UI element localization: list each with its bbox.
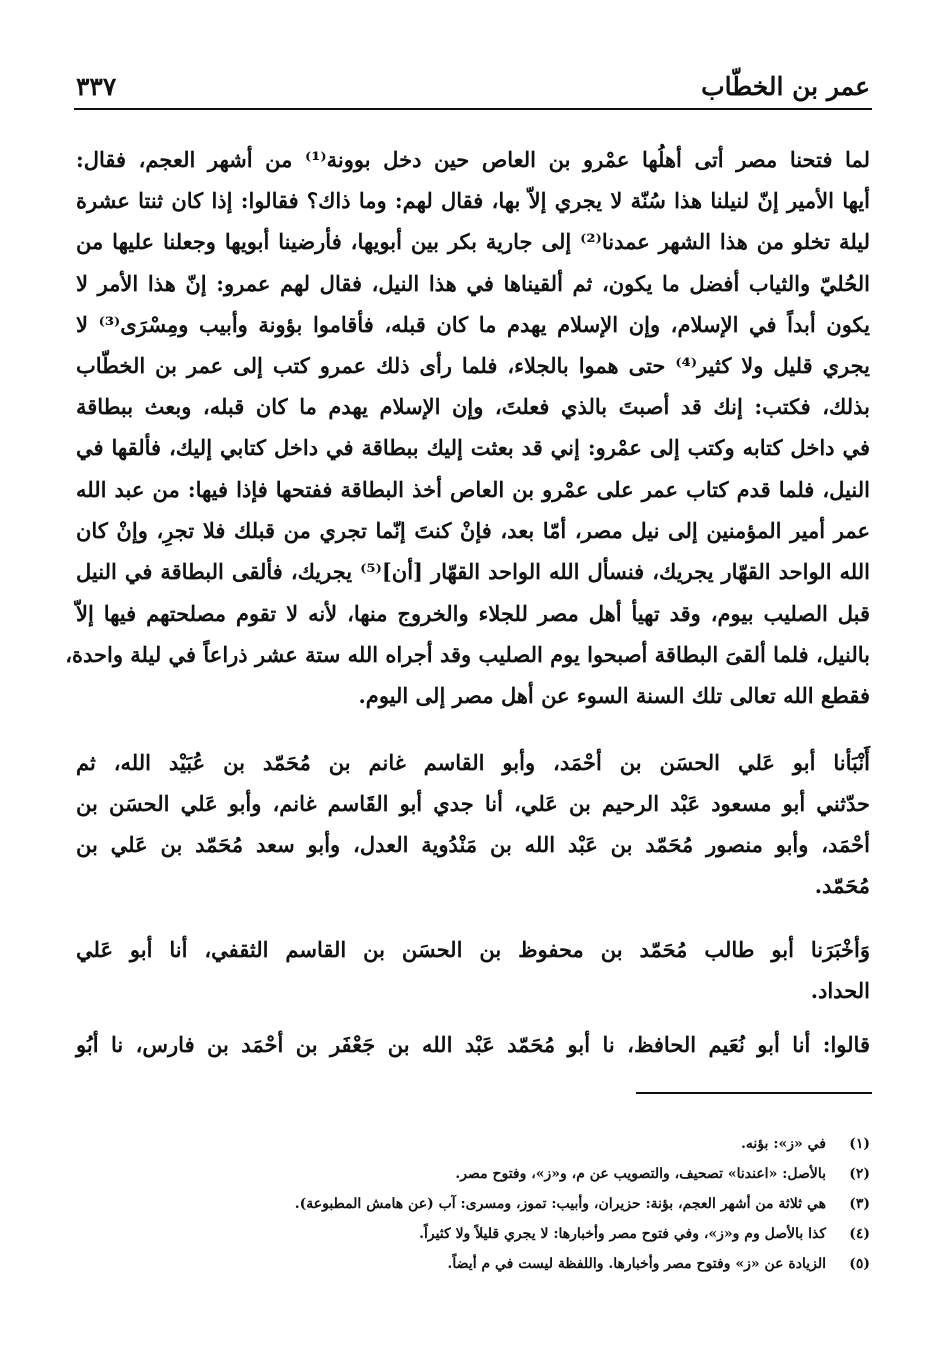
footnote-number: (٤) [849,1226,870,1242]
footnote [76,1224,870,1244]
footnote-text: هي ثلاثة من أشهر العجم، بؤنة: حزيران، وأبيب: تموز، ومسرى: آب (عن هامش المطبوعة). [294,1196,826,1212]
text-line: بذلك، فكتب: إنك قد أصبتَ بالذي فعلتَ، وإن الإسلام يهدم ما كان قبله، وبعث ببطاقة [76,394,870,419]
footnote-number: (٣) [849,1196,870,1212]
isnad-line: وَأخْبَرَنا أبو طالب مُحَمّد بن محفوظ بن الحسَن بن القاسم الثقفي، أنا أبو عَلي [76,937,870,962]
isnad-line: الحداد. [810,978,870,1003]
text-line: الحُليّ والثياب أفضل ما يكون، ثم ألقيناها في هذا النيل، فقال لهم عمرو: إنّ هذا الأمر لا [76,271,870,296]
text-line: النيل، فلما قدم كتاب عمر على عمْرو بن العاص أخذ البطاقة ففتحها فإذا فيها: من عبد الله [76,477,870,502]
footnote-text: كذا بالأصل وم و«ز»، وفي فتوح مصر وأخبارها: لا يجري قليلاً ولا كثيراً. [419,1226,826,1242]
footnote-rule [636,1092,872,1094]
text-line: قبل الصليب بيوم، وقد تهيأ أهل مصر للجلاء والخروج منها، لأنه لا تقوم مصلحتهم فيها إلاّ [76,601,870,626]
isnad-line: أحْمَد، وأبو منصور مُحَمّد بن عَبْد الله بن مَنْدُوية العدل، وأبو سعد مُحَمّد بن عَلي بن [76,832,870,857]
text-line: ليلة تخلو من هذا الشهر عمدنا⁽²⁾ إلى جارية بكر بين أبويها، فأرضينا أبويها وجعلنا عليها من [76,229,871,254]
footnote-number: (٥) [849,1256,870,1272]
footnote-text: بالأصل: «اعندنا» تصحيف، والتصويب عن م، و«ز»، وفتوح مصر. [455,1166,826,1182]
footnote [76,1134,870,1154]
isnad-line: مُحَمّد. [814,873,870,898]
isnad-line: حدّثني أبو مسعود عَبْد الرحيم بن عَلي، أنا جدي أبو القَاسم غانم، وأبو عَلي الحسَن بن [76,791,871,816]
isnad-line: قالوا: أنا أبو نُعَيم الحافظ، نا أبو مُحَمّد عَبْد الله بن جَعْفَر بن أحْمَد بن فارس، نا أبُو [76,1032,870,1057]
text-line: يجري قليل ولا كثير⁽⁴⁾ حتى هموا بالجلاء، فلما رأى ذلك عمرو كتب إلى عمر بن الخطّاب [76,353,870,378]
footnote-number: (٢) [849,1166,870,1182]
header-rule [74,108,872,110]
text-line: فقطع الله تعالى تلك السنة السوء عن أهل مصر إلى اليوم. [358,683,870,708]
isnad-line: أَنْبَأنا أبو عَلي الحسَن بن أحْمَد، وأبو القاسم غانم بن مُحَمّد بن عُبَيْد الله، ثم [76,750,870,775]
text-line: في داخل كتابه وكتب إلى عمْرو: إني قد بعثت إليك ببطاقة في داخل كتابي إليك، فألقها في [76,435,870,460]
text-line: بالنيل، فلما ألقىَ البطاقة أصبحوا يوم الصليب وقد أجراه الله ستة عشر ذراعاً في ليلة واحدة، [65,642,870,667]
running-title: عمر بن الخطّاب [701,72,870,101]
footnote-number: (١) [849,1136,870,1152]
footnote-text: في «ز»: بؤنه. [741,1136,826,1152]
footnote [76,1254,870,1274]
footnote [76,1194,870,1214]
footnote [76,1164,870,1184]
text-line: لما فتحنا مصر أتى أهلُها عمْرو بن العاص حين دخل بوونة⁽¹⁾ من أشهر العجم، فقال: [76,147,870,172]
text-line: يكون أبداً في الإسلام، وإن الإسلام يهدم ما كان قبله، فأقاموا بؤونة وأبيب ومِسْرَى⁽³⁾ لا [76,312,870,337]
text-line: أيها الأمير إنّ لنيلنا هذا سُنّة لا يجري إلاّ بها، فقال لهم: وما ذاك؟ فقالوا: إذا كان ثنتا عشرة [76,188,870,213]
text-line: عمر أمير المؤمنين إلى نيل مصر، أمّا بعد، فإنْ كنتَ إنّما تجري من قبلك فلا تجرِ، وإنْ كان [76,518,870,543]
page-number: ٣٣٧ [76,72,117,101]
text-line: الله الواحد القهّار يجريك، فنسأل الله الواحد القهّار [أن]⁽⁵⁾ يجريك، فألقى البطاقة في النيل [76,559,870,584]
footnote-text: الزيادة عن «ز» وفتوح مصر وأخبارها. واللفظة ليست في م أيضاً. [447,1256,826,1272]
